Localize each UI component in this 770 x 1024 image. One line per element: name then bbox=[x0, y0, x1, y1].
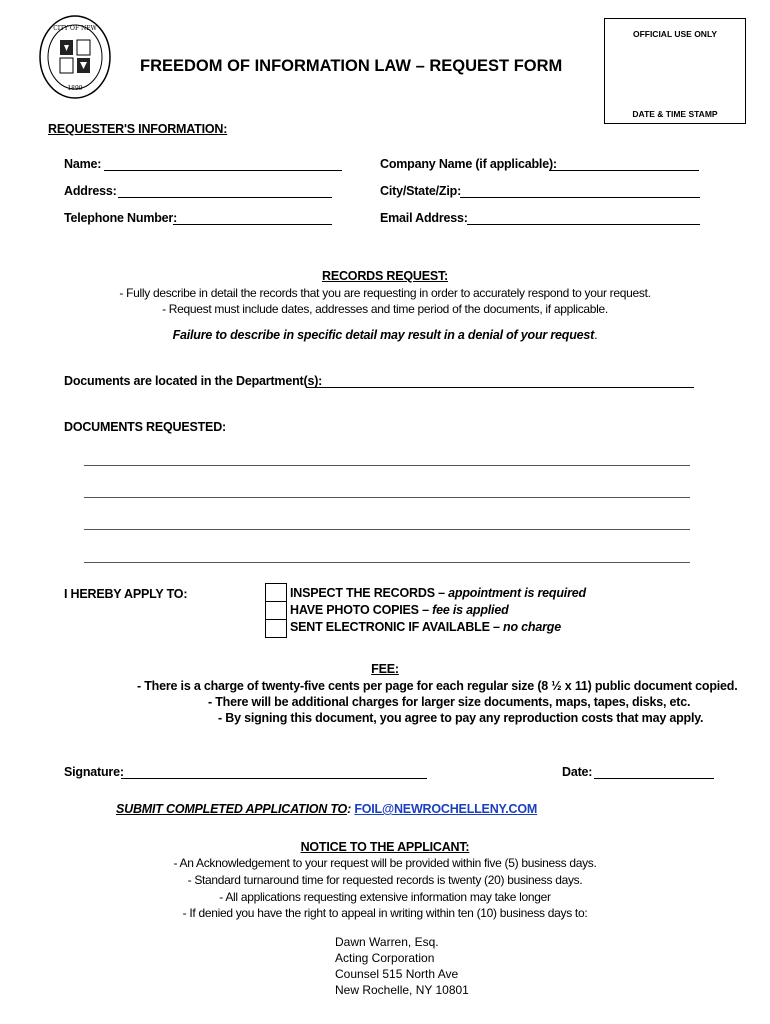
department-field[interactable] bbox=[306, 387, 694, 388]
page-title: FREEDOM OF INFORMATION LAW – REQUEST FORM bbox=[140, 57, 563, 75]
option-copies bbox=[290, 603, 509, 617]
phone-label: Telephone Number: bbox=[64, 211, 178, 225]
fee-line-2: - There will be additional charges for larger size documents, maps, tapes, disks, etc. bbox=[208, 695, 691, 709]
address-line-3: Counsel 515 North Ave bbox=[335, 967, 459, 981]
electronic-checkbox[interactable] bbox=[265, 619, 287, 638]
fee-line-3: - By signing this document, you agree to pay any reproduction costs that may apply. bbox=[218, 711, 704, 725]
city-label: City/State/Zip: bbox=[380, 184, 462, 198]
records-line-2: - Request must include dates, addresses and time period of the documents, if applicable. bbox=[162, 302, 608, 316]
mailing-address bbox=[335, 934, 469, 998]
documents-label: DOCUMENTS REQUESTED: bbox=[64, 420, 226, 434]
email-field[interactable] bbox=[467, 224, 700, 225]
documents-line-2[interactable] bbox=[84, 497, 690, 498]
fee-line-1: - There is a charge of twenty-five cents per page for each regular size (8 ½ x 11) public document copied. bbox=[137, 679, 738, 693]
address-field[interactable] bbox=[118, 197, 332, 198]
department-label: Documents are located in the Department(s): bbox=[64, 374, 323, 388]
address-label: Address: bbox=[64, 184, 117, 198]
notice-line-3: - All applications requesting extensive information may take longer bbox=[219, 890, 551, 904]
option-copies-main: HAVE PHOTO COPIES – bbox=[290, 603, 429, 617]
address-line-2: Acting Corporation bbox=[335, 951, 435, 965]
official-use-box bbox=[604, 18, 746, 124]
svg-text:1899: 1899 bbox=[67, 85, 83, 92]
svg-text:CITY OF NEW: CITY OF NEW bbox=[53, 25, 97, 32]
documents-line-3[interactable] bbox=[84, 529, 690, 530]
name-field[interactable] bbox=[104, 170, 342, 171]
signature-field[interactable] bbox=[121, 778, 427, 779]
inspect-checkbox[interactable] bbox=[265, 583, 287, 602]
option-electronic bbox=[290, 620, 561, 634]
fee-heading: FEE: bbox=[371, 662, 399, 676]
records-heading: RECORDS REQUEST: bbox=[322, 269, 448, 283]
submit-email-link[interactable]: FOIL@NEWROCHELLENY.COM bbox=[354, 802, 538, 816]
name-label: Name: bbox=[64, 157, 102, 171]
date-field[interactable] bbox=[594, 778, 714, 779]
records-warning-text: Failure to describe in specific detail may result in a denial of your request bbox=[172, 328, 595, 342]
address-line-4: New Rochelle, NY 10801 bbox=[335, 983, 469, 997]
notice-line-2: - Standard turnaround time for requested records is twenty (20) business days. bbox=[187, 873, 583, 887]
company-label: Company Name (if applicable): bbox=[380, 157, 557, 171]
apply-label: I HEREBY APPLY TO: bbox=[64, 587, 188, 601]
submit-colon: : bbox=[347, 802, 352, 816]
documents-line-1[interactable] bbox=[84, 465, 690, 466]
option-electronic-note: no charge bbox=[503, 620, 561, 634]
phone-field[interactable] bbox=[173, 224, 332, 225]
option-inspect-note: appointment is required bbox=[448, 586, 586, 600]
documents-line-4[interactable] bbox=[84, 562, 690, 563]
company-field[interactable] bbox=[549, 170, 699, 171]
submit-label: SUBMIT COMPLETED APPLICATION TO bbox=[116, 802, 348, 816]
date-stamp-label: DATE & TIME STAMP bbox=[632, 109, 718, 119]
city-seal bbox=[38, 14, 112, 100]
signature-label: Signature: bbox=[64, 765, 124, 779]
option-copies-note: fee is applied bbox=[432, 603, 509, 617]
notice-line-1: - An Acknowledgement to your request will be provided within five (5) business days. bbox=[173, 856, 597, 870]
requester-section-label: REQUESTER'S INFORMATION: bbox=[48, 122, 228, 136]
city-field[interactable] bbox=[460, 197, 700, 198]
notice-line-4: - If denied you have the right to appeal in writing within ten (10) business days to: bbox=[182, 906, 588, 920]
notice-heading: NOTICE TO THE APPLICANT: bbox=[300, 840, 470, 854]
address-line-1: Dawn Warren, Esq. bbox=[335, 935, 439, 949]
submit-line bbox=[116, 802, 537, 816]
records-warning-end: . bbox=[594, 328, 598, 342]
date-label: Date: bbox=[562, 765, 593, 779]
copies-checkbox[interactable] bbox=[265, 601, 287, 620]
records-warning bbox=[0, 328, 770, 342]
email-label: Email Address: bbox=[380, 211, 468, 225]
official-use-label: OFFICIAL USE ONLY bbox=[632, 29, 718, 39]
option-inspect bbox=[290, 586, 586, 600]
option-inspect-main: INSPECT THE RECORDS – bbox=[290, 586, 445, 600]
option-electronic-main: SENT ELECTRONIC IF AVAILABLE – bbox=[290, 620, 500, 634]
records-line-1: - Fully describe in detail the records that you are requesting in order to accurately respond to your request. bbox=[119, 286, 651, 300]
